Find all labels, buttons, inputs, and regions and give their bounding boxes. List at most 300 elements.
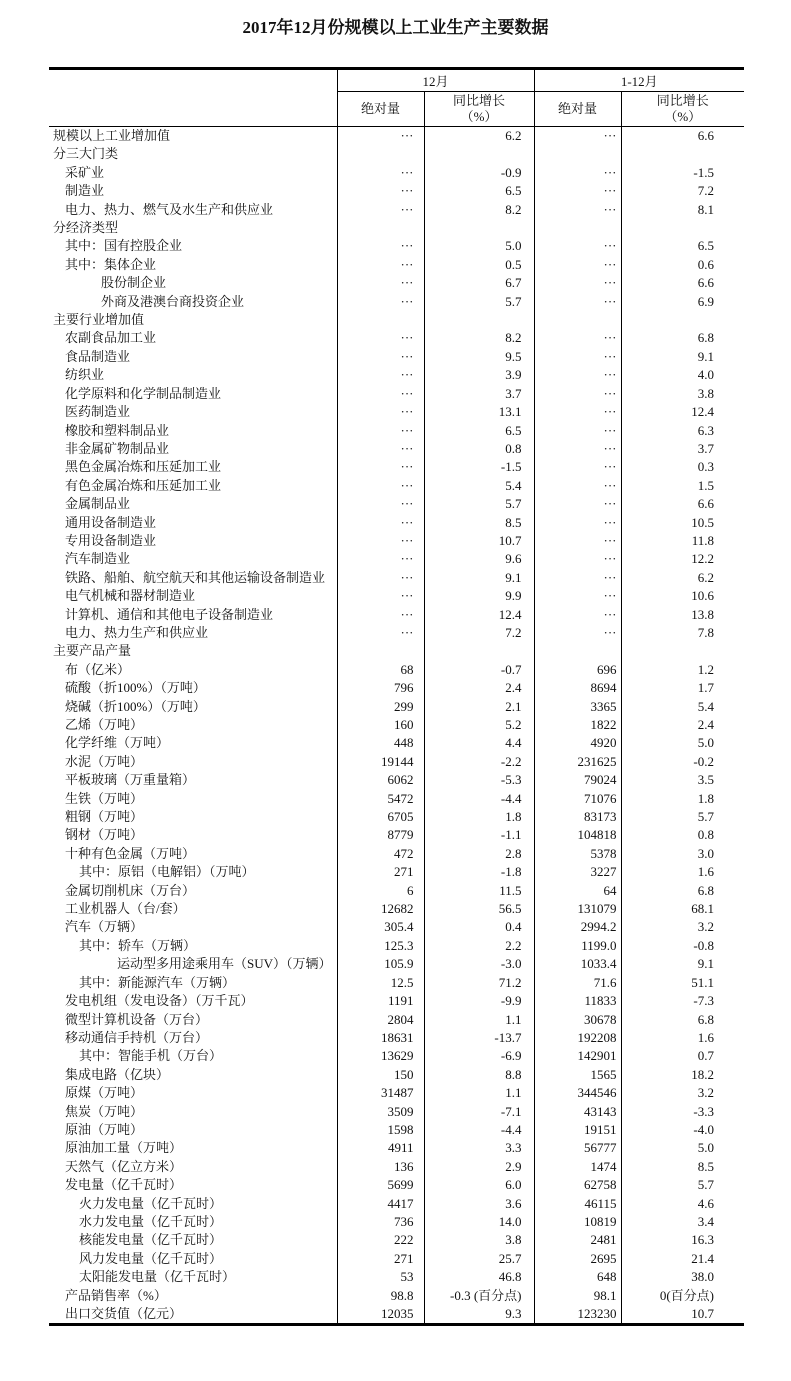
ytd-absolute-value: 83173 <box>534 808 621 826</box>
december-absolute-value: 6062 <box>337 771 424 789</box>
table-row <box>49 1066 744 1084</box>
row-label: 金属切削机床（万台） <box>65 882 196 898</box>
ytd-absolute-value: 104818 <box>534 826 621 844</box>
ytd-absolute-value: 1199.0 <box>534 937 621 955</box>
december-absolute-value: 5699 <box>337 1176 424 1194</box>
ytd-yoy-value: 0.3 <box>621 458 744 476</box>
ytd-absolute-value: ··· <box>534 182 621 200</box>
december-absolute-value: 98.8 <box>337 1287 424 1305</box>
december-absolute-value: 1598 <box>337 1121 424 1139</box>
ytd-absolute-value <box>534 311 621 329</box>
december-yoy-value: 8.8 <box>424 1066 534 1084</box>
december-yoy-value: -5.3 <box>424 771 534 789</box>
december-yoy-value: -1.1 <box>424 826 534 844</box>
table-row <box>49 164 744 182</box>
row-label: 黑色金属冶炼和压延加工业 <box>65 459 222 475</box>
row-label: 主要产品产量 <box>53 643 132 659</box>
ytd-absolute-value: ··· <box>534 201 621 219</box>
december-yoy-value: 0.8 <box>424 440 534 458</box>
ytd-yoy-value: 4.6 <box>621 1195 744 1213</box>
december-absolute-value: 53 <box>337 1268 424 1286</box>
row-label: 金属制品业 <box>65 496 131 512</box>
ytd-absolute-value: 4920 <box>534 734 621 752</box>
ytd-absolute-value <box>534 642 621 660</box>
row-label: 化学纤维（万吨） <box>65 735 170 751</box>
ytd-yoy-value: 5.4 <box>621 698 744 716</box>
table-row <box>49 753 744 771</box>
row-label: 其中：智能手机（万台） <box>79 1048 223 1064</box>
ytd-absolute-value: ··· <box>534 403 621 421</box>
december-absolute-value: 4417 <box>337 1195 424 1213</box>
row-label: 运动型多用途乘用车（SUV）（万辆） <box>117 956 332 972</box>
ytd-yoy-value: 9.1 <box>621 955 744 973</box>
december-absolute-value: ··· <box>337 495 424 513</box>
row-label: 分经济类型 <box>53 220 119 236</box>
ytd-yoy-value: 13.8 <box>621 606 744 624</box>
december-absolute-value <box>337 145 424 163</box>
ytd-yoy-value: -1.5 <box>621 164 744 182</box>
december-absolute-value: 271 <box>337 1250 424 1268</box>
ytd-absolute-value: 43143 <box>534 1103 621 1121</box>
table-row <box>49 127 744 146</box>
ytd-yoy-value: 6.8 <box>621 1011 744 1029</box>
table-row <box>49 974 744 992</box>
december-absolute-value: ··· <box>337 624 424 642</box>
ytd-yoy-value: 3.4 <box>621 1213 744 1231</box>
ytd-yoy-value: 3.2 <box>621 1084 744 1102</box>
december-yoy-value: 1.1 <box>424 1084 534 1102</box>
table-row <box>49 790 744 808</box>
december-yoy-value: 46.8 <box>424 1268 534 1286</box>
row-label: 农副食品加工业 <box>65 330 157 346</box>
table-row <box>49 826 744 844</box>
december-yoy-value: 0.5 <box>424 256 534 274</box>
december-absolute-value: ··· <box>337 458 424 476</box>
table-row <box>49 366 744 384</box>
december-yoy-value: 3.6 <box>424 1195 534 1213</box>
table-row <box>49 845 744 863</box>
ytd-absolute-value: ··· <box>534 514 621 532</box>
row-label: 风力发电量（亿千瓦时） <box>79 1250 223 1266</box>
december-absolute-value: ··· <box>337 127 424 146</box>
ytd-yoy-value: 16.3 <box>621 1231 744 1249</box>
row-label: 专用设备制造业 <box>65 532 157 548</box>
december-absolute-value: ··· <box>337 532 424 550</box>
row-label: 烧碱（折100%）（万吨） <box>65 698 206 714</box>
table-row <box>49 1158 744 1176</box>
table-row <box>49 219 744 237</box>
absolute-label: 绝对量 <box>558 101 598 116</box>
december-yoy-value: 10.7 <box>424 532 534 550</box>
ytd-yoy-value: -3.3 <box>621 1103 744 1121</box>
december-yoy-value: -9.9 <box>424 992 534 1010</box>
row-label: 平板玻璃（万重量箱） <box>65 772 196 788</box>
table-row <box>49 1011 744 1029</box>
ytd-yoy-value: 18.2 <box>621 1066 744 1084</box>
december-absolute-value: 12.5 <box>337 974 424 992</box>
row-label: 产品销售率（%） <box>65 1287 167 1303</box>
ytd-yoy-value <box>621 145 744 163</box>
december-absolute-value: ··· <box>337 274 424 292</box>
row-label: 主要行业增加值 <box>53 312 145 328</box>
december-yoy-value: 71.2 <box>424 974 534 992</box>
december-absolute-value: ··· <box>337 256 424 274</box>
table-row <box>49 1305 744 1325</box>
december-absolute-value: 448 <box>337 734 424 752</box>
december-yoy-value: -1.5 <box>424 458 534 476</box>
ytd-yoy-value: 5.0 <box>621 1139 744 1157</box>
row-label: 其中：原铝（电解铝）（万吨） <box>79 864 255 880</box>
row-label: 焦炭（万吨） <box>65 1103 144 1119</box>
december-yoy-value: -0.9 <box>424 164 534 182</box>
ytd-yoy-value: 8.5 <box>621 1158 744 1176</box>
ytd-yoy-value: -0.2 <box>621 753 744 771</box>
ytd-absolute-value: 46115 <box>534 1195 621 1213</box>
ytd-absolute-value: ··· <box>534 569 621 587</box>
yoy-label-line2: （%） <box>664 109 702 124</box>
row-label: 计算机、通信和其他电子设备制造业 <box>65 606 274 622</box>
table-row <box>49 992 744 1010</box>
december-absolute-value: 12035 <box>337 1305 424 1325</box>
row-label: 核能发电量（亿千瓦时） <box>79 1232 223 1248</box>
ytd-yoy-value <box>621 219 744 237</box>
ytd-absolute-value: 344546 <box>534 1084 621 1102</box>
december-yoy-value: 3.9 <box>424 366 534 384</box>
ytd-absolute-value: 56777 <box>534 1139 621 1157</box>
ytd-yoy-value: 0.7 <box>621 1047 744 1065</box>
ytd-yoy-value: 1.6 <box>621 1029 744 1047</box>
row-label: 制造业 <box>65 183 105 199</box>
ytd-absolute-value: ··· <box>534 348 621 366</box>
absolute-label: 绝对量 <box>360 101 400 116</box>
december-absolute-value: ··· <box>337 422 424 440</box>
table-row <box>49 771 744 789</box>
december-absolute-value: 1191 <box>337 992 424 1010</box>
ytd-yoy-value: 9.1 <box>621 348 744 366</box>
yoy-label-line1: 同比增长 <box>656 93 709 108</box>
ytd-yoy-value: 1.5 <box>621 477 744 495</box>
ytd-absolute-value: ··· <box>534 366 621 384</box>
table-row <box>49 477 744 495</box>
ytd-absolute-value: ··· <box>534 532 621 550</box>
december-absolute-value: 125.3 <box>337 937 424 955</box>
ytd-absolute-value: 11833 <box>534 992 621 1010</box>
row-label: 其中：国有控股企业 <box>65 238 183 254</box>
december-yoy-value: -0.7 <box>424 661 534 679</box>
row-label: 电力、热力生产和供应业 <box>65 624 209 640</box>
ytd-absolute-value: 1822 <box>534 716 621 734</box>
ytd-absolute-value: 10819 <box>534 1213 621 1231</box>
row-label: 火力发电量（亿千瓦时） <box>79 1195 223 1211</box>
ytd-yoy-value: 3.8 <box>621 385 744 403</box>
table-row <box>49 329 744 347</box>
december-yoy-value: 14.0 <box>424 1213 534 1231</box>
december-yoy-value: 0.4 <box>424 918 534 936</box>
table-row <box>49 293 744 311</box>
december-absolute-value: 3509 <box>337 1103 424 1121</box>
december-absolute-value: 19144 <box>337 753 424 771</box>
december-yoy-value: 9.9 <box>424 587 534 605</box>
table-row <box>49 587 744 605</box>
row-label: 非金属矿物制品业 <box>65 440 170 456</box>
ytd-absolute-value: ··· <box>534 164 621 182</box>
ytd-yoy-value: 1.6 <box>621 863 744 881</box>
table-row <box>49 1176 744 1194</box>
december-yoy-value: 5.0 <box>424 237 534 255</box>
ytd-absolute-value: 64 <box>534 882 621 900</box>
row-label: 移动通信手持机（万台） <box>65 1029 209 1045</box>
december-absolute-value: 796 <box>337 679 424 697</box>
december-absolute-value: 160 <box>337 716 424 734</box>
december-absolute-value: ··· <box>337 385 424 403</box>
ytd-yoy-value: 10.5 <box>621 514 744 532</box>
table-row <box>49 1250 744 1268</box>
row-label: 水泥（万吨） <box>65 753 144 769</box>
row-label: 出口交货值（亿元） <box>65 1306 183 1321</box>
row-label: 发电机组（发电设备）（万千瓦） <box>65 993 254 1009</box>
december-absolute-value <box>337 642 424 660</box>
ytd-yoy-value: 4.0 <box>621 366 744 384</box>
row-label: 原煤（万吨） <box>65 1085 144 1101</box>
december-yoy-value: 8.5 <box>424 514 534 532</box>
table-row <box>49 532 744 550</box>
table-row <box>49 661 744 679</box>
ytd-yoy-value: 0.8 <box>621 826 744 844</box>
row-label: 十种有色金属（万吨） <box>65 845 196 861</box>
table-row <box>49 1029 744 1047</box>
table-row <box>49 1047 744 1065</box>
table-row <box>49 256 744 274</box>
table-row <box>49 863 744 881</box>
december-yoy-value: 2.9 <box>424 1158 534 1176</box>
december-yoy-value: 7.2 <box>424 624 534 642</box>
row-label: 化学原料和化学制品制造业 <box>65 385 222 401</box>
december-absolute-value: 305.4 <box>337 918 424 936</box>
ytd-yoy-value <box>621 311 744 329</box>
december-absolute-value: ··· <box>337 201 424 219</box>
december-yoy-value: 6.7 <box>424 274 534 292</box>
december-yoy-value: 8.2 <box>424 329 534 347</box>
ytd-absolute-value: 5378 <box>534 845 621 863</box>
december-absolute-value: ··· <box>337 403 424 421</box>
december-yoy-value: -7.1 <box>424 1103 534 1121</box>
ytd-absolute-value: ··· <box>534 127 621 146</box>
december-absolute-value: 5472 <box>337 790 424 808</box>
ytd-yoy-value: -4.0 <box>621 1121 744 1139</box>
december-absolute-value: 13629 <box>337 1047 424 1065</box>
december-absolute-value: ··· <box>337 587 424 605</box>
ytd-absolute-value: 131079 <box>534 900 621 918</box>
table-row <box>49 808 744 826</box>
december-absolute-value: 8779 <box>337 826 424 844</box>
december-absolute-value: ··· <box>337 237 424 255</box>
table-row <box>49 514 744 532</box>
row-label: 粗钢（万吨） <box>65 809 144 825</box>
table-body <box>49 127 744 1325</box>
table-row <box>49 679 744 697</box>
table-row <box>49 458 744 476</box>
december-yoy-value: 13.1 <box>424 403 534 421</box>
december-yoy-value: 1.8 <box>424 808 534 826</box>
ytd-yoy-value: 3.0 <box>621 845 744 863</box>
ytd-yoy-value: -0.8 <box>621 937 744 955</box>
row-label: 通用设备制造业 <box>65 514 157 530</box>
table-header <box>49 69 744 127</box>
ytd-yoy-value: 12.2 <box>621 550 744 568</box>
ytd-absolute-value: 1565 <box>534 1066 621 1084</box>
ytd-yoy-value: 5.7 <box>621 1176 744 1194</box>
row-label: 其中：轿车（万辆） <box>79 937 197 953</box>
ytd-yoy-value: 38.0 <box>621 1268 744 1286</box>
december-yoy-value: 2.2 <box>424 937 534 955</box>
ytd-absolute-value: 98.1 <box>534 1287 621 1305</box>
ytd-absolute-value: ··· <box>534 256 621 274</box>
december-yoy-value: 9.3 <box>424 1305 534 1325</box>
table-row <box>49 385 744 403</box>
december-yoy-value: 5.2 <box>424 716 534 734</box>
december-yoy-value: 5.7 <box>424 495 534 513</box>
december-yoy-value <box>424 145 534 163</box>
row-label: 其中：集体企业 <box>65 256 157 272</box>
december-yoy-value <box>424 311 534 329</box>
row-label: 股份制企业 <box>101 275 167 291</box>
ytd-absolute-value: ··· <box>534 385 621 403</box>
ytd-yoy-value: 3.7 <box>621 440 744 458</box>
table-row <box>49 698 744 716</box>
table-row <box>49 201 744 219</box>
december-absolute-value: ··· <box>337 550 424 568</box>
ytd-yoy-value: 7.2 <box>621 182 744 200</box>
row-label: 生铁（万吨） <box>65 790 144 806</box>
december-yoy-value: 12.4 <box>424 606 534 624</box>
december-yoy-value: 6.0 <box>424 1176 534 1194</box>
ytd-yoy-value: 0.6 <box>621 256 744 274</box>
december-absolute-value: 222 <box>337 1231 424 1249</box>
ytd-yoy-value: 11.8 <box>621 532 744 550</box>
december-yoy-value: 2.4 <box>424 679 534 697</box>
table-row <box>49 624 744 642</box>
december-absolute-value: 136 <box>337 1158 424 1176</box>
december-absolute-value: 18631 <box>337 1029 424 1047</box>
december-yoy-value: 6.5 <box>424 182 534 200</box>
industrial-data-table <box>49 67 744 1326</box>
ytd-yoy-value: 6.2 <box>621 569 744 587</box>
december-yoy-value: -4.4 <box>424 790 534 808</box>
ytd-yoy-value: 5.7 <box>621 808 744 826</box>
ytd-yoy-value: 10.6 <box>621 587 744 605</box>
december-absolute-value: 6705 <box>337 808 424 826</box>
december-absolute-value: 12682 <box>337 900 424 918</box>
ytd-absolute-value: 2481 <box>534 1231 621 1249</box>
december-absolute-value: ··· <box>337 164 424 182</box>
december-yoy-value: 5.7 <box>424 293 534 311</box>
table-row <box>49 237 744 255</box>
december-absolute-value: ··· <box>337 514 424 532</box>
table-row <box>49 182 744 200</box>
row-label: 橡胶和塑料制品业 <box>65 422 170 438</box>
ytd-yoy-value: 6.6 <box>621 495 744 513</box>
ytd-absolute-value: 696 <box>534 661 621 679</box>
december-yoy-value: 9.6 <box>424 550 534 568</box>
table-row <box>49 606 744 624</box>
row-label: 硫酸（折100%）（万吨） <box>65 680 206 696</box>
december-yoy-value: 1.1 <box>424 1011 534 1029</box>
ytd-yoy-value: 6.9 <box>621 293 744 311</box>
ytd-yoy-value: 68.1 <box>621 900 744 918</box>
december-yoy-value: 4.4 <box>424 734 534 752</box>
december-yoy-value: -0.3 (百分点) <box>424 1287 534 1305</box>
table-row <box>49 495 744 513</box>
december-yoy-value: 3.8 <box>424 1231 534 1249</box>
ytd-absolute-value: ··· <box>534 477 621 495</box>
table-row <box>49 716 744 734</box>
ytd-yoy-value: 12.4 <box>621 403 744 421</box>
december-absolute-value: ··· <box>337 606 424 624</box>
december-yoy-value <box>424 219 534 237</box>
ytd-absolute-value: ··· <box>534 495 621 513</box>
ytd-yoy-value: -7.3 <box>621 992 744 1010</box>
december-absolute-value: ··· <box>337 569 424 587</box>
row-label: 电力、热力、燃气及水生产和供应业 <box>65 201 274 217</box>
row-label: 电气机械和器材制造业 <box>65 588 196 604</box>
december-yoy-value: 6.2 <box>424 127 534 146</box>
col-header-ytd-yoy <box>621 92 744 127</box>
ytd-yoy-value: 6.3 <box>621 422 744 440</box>
table-row <box>49 1268 744 1286</box>
ytd-absolute-value: 123230 <box>534 1305 621 1325</box>
row-label: 食品制造业 <box>65 348 131 364</box>
december-yoy-value: 11.5 <box>424 882 534 900</box>
december-absolute-value: 150 <box>337 1066 424 1084</box>
table-row <box>49 348 744 366</box>
table-row <box>49 311 744 329</box>
december-yoy-value: -13.7 <box>424 1029 534 1047</box>
ytd-absolute-value: ··· <box>534 274 621 292</box>
ytd-yoy-value: 2.4 <box>621 716 744 734</box>
december-absolute-value: 472 <box>337 845 424 863</box>
december-absolute-value: 736 <box>337 1213 424 1231</box>
december-yoy-value: 2.8 <box>424 845 534 863</box>
table-row <box>49 422 744 440</box>
ytd-yoy-value: 10.7 <box>621 1305 744 1325</box>
december-absolute-value: 2804 <box>337 1011 424 1029</box>
table-row <box>49 550 744 568</box>
table-row <box>49 1287 744 1305</box>
ytd-yoy-value: 6.8 <box>621 329 744 347</box>
table-row <box>49 918 744 936</box>
table-row <box>49 440 744 458</box>
december-absolute-value: 4911 <box>337 1139 424 1157</box>
december-absolute-value: ··· <box>337 182 424 200</box>
ytd-absolute-value: ··· <box>534 329 621 347</box>
ytd-yoy-value: 7.8 <box>621 624 744 642</box>
table-row <box>49 1121 744 1139</box>
ytd-yoy-value: 1.8 <box>621 790 744 808</box>
ytd-absolute-value: 2695 <box>534 1250 621 1268</box>
december-absolute-value: 68 <box>337 661 424 679</box>
ytd-yoy-value: 1.7 <box>621 679 744 697</box>
ytd-absolute-value: ··· <box>534 293 621 311</box>
ytd-absolute-value <box>534 219 621 237</box>
table-row <box>49 937 744 955</box>
page-title: 2017年12月份规模以上工业生产主要数据 <box>242 18 549 37</box>
table-row <box>49 1231 744 1249</box>
ytd-absolute-value: ··· <box>534 624 621 642</box>
row-label: 外商及港澳台商投资企业 <box>101 293 245 309</box>
december-absolute-value: ··· <box>337 440 424 458</box>
december-yoy-value: 8.2 <box>424 201 534 219</box>
col-header-december-absolute <box>337 92 424 127</box>
